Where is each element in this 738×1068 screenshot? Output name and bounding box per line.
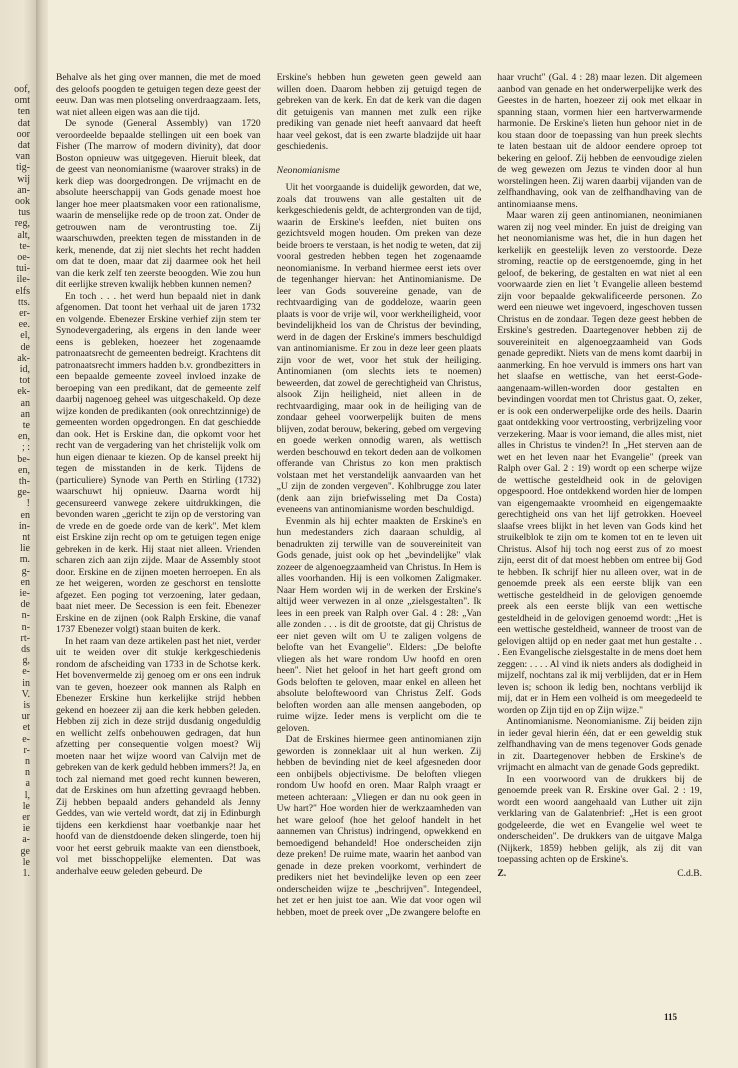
- facing-page-fragment: wij: [17, 173, 30, 185]
- facing-page-fragment: ak-: [17, 352, 30, 364]
- facing-page-fragment: en: [20, 576, 30, 588]
- facing-page-fragment: l,: [24, 789, 30, 801]
- facing-page-fragment: dat: [17, 140, 30, 151]
- facing-page-fragment: ge: [20, 845, 30, 857]
- column-1-paragraph: De synode (General Assembly) van 1720 veroordeelde bepaalde stellingen uit een boek van Fisher (The marrow of modern divinity), dat door Boston opnieuw was uitgegeven. Hieruit bleek, dat de geest van neonomianisme (waarover straks) in de kerk diep was doorgedrongen. De vrijmacht en de absolute heerschappij van Gods genade moest hoe langer hoe meer plaatsmaken voor een rationalisme, waarin de menselijke rede op de troon zat. Onder de getrouwen nam de verontrusting toe. Zij waarschuwden, preekten tegen de misstanden in de kerk, menende, dat zij niet slechts het recht hadden om dat te doen, maar dat zij daarmee ook het heil van die kerk zelf ten zeerste beoogden. Wie zou hun dit eerlijke streven kwalijk hebben kunnen nemen?: [56, 118, 261, 290]
- column-2-paragraph: Uit het voorgaande is duidelijk geworden, dat we, zoals dat trouwens van alle gestalten uit de kerkgeschiedenis geldt, de achtergronden van de tijd, waarin de Erskine's leefden, niet buiten ons gezichtsveld mogen houden. Om preken van deze beide broers te verstaan, is het nodig te weten, dat zij vooral gestreden hebben tegen het zogenaamde neonomianisme. In verband hiermee eerst iets over de tegenhanger hiervan: het Antinomianisme. De leer van Gods souvereine genade, van de rechtvaardiging van de goddeloze, waarin geen plaats is voor de vrije wil, voor werkheiligheid, voor bevindelijkheid los van de Christus der bevinding, werd in de dagen der Erskine's immers beschuldigd van antinomianisme. Er zou in deze leer geen plaats zijn voor de wet, voor het stuk der heiliging. Antinomianen (om slechts iets te noemen) beweerden, dat zowel de gerechtigheid van Christus, alsook Zijn heiligheid, niet alleen in de rechtvaardiging, maar ook in de heiliging van de zondaar geheel voorwerpelijk buiten de mens blijven, zodat berouw, bekering, gebed om vergeving en goede werken onnodig waren, als wettisch werden beschouwd en tekort deden aan de volkomen offerande van Christus zo kon men praktisch volstaan met het verstandelijk aanvaarden van het „U zijn de zonden vergeven". Kohlbrugge zou later (denk aan zijn briefwisseling met Da Costa) eveneens van antinomianisme worden beschuldigd.: [276, 182, 482, 515]
- facing-page-fragment: tus: [18, 207, 30, 219]
- facing-page-fragment: g-: [21, 565, 30, 577]
- facing-page-fragment: g,: [22, 655, 30, 667]
- facing-page-fragment: m.: [19, 554, 30, 566]
- facing-page-fragment: elfs: [15, 285, 30, 297]
- facing-page-fragment: a: [25, 778, 30, 790]
- facing-page-fragment: n-: [21, 610, 30, 622]
- facing-page-fragment: id,: [19, 364, 30, 375]
- facing-page-fragment: ek-: [17, 386, 30, 398]
- signature-row: [497, 868, 702, 880]
- column-2-paragraph: Evenmin als hij echter maakten de Erskine's en hun medestanders zich daaraan schuldig, al benadrukten zij terwille van de souvereiniteit van Gods genade, juist ook op het „bevindelijke" vlak zozeer de algenoegzaamheid van Christus. In Hem is alles voorhanden. Hij is een volkomen Zaligmaker. Naar Hem worden wij in de werken der Erskine's altijd weer verwezen in al onze „zielsgestalten". Ik lees in een preek van Ralph over Gal. 4 : 28: „Van alle zonden . . . is dit de grootste, dat gij Christus de eer niet geven wilt om U te zaligen volgens de belofte van het Evangelie". Elders: „De belofte vliegen als het ware rondom Uw hoofd en oren heen". Niet het geloof in het hart geeft grond om Gods beloften te geloven, maar enkel en alleen het absolute beloftewoord van Christus Zelf. Gods beloften worden aan alle mensen aangeboden, op ruime wijze. Ieder mens is verplicht om die te geloven.: [276, 515, 482, 734]
- facing-page-fragment: en: [20, 509, 30, 521]
- facing-page-fragment: en,: [18, 464, 30, 476]
- facing-page-fragment: ee.: [18, 319, 30, 331]
- facing-page-fragment: ile-: [16, 274, 30, 286]
- facing-page-fragment: ds: [21, 644, 30, 655]
- section-heading: Neonomianisme: [276, 164, 340, 176]
- facing-page-fragment: in: [22, 677, 30, 689]
- facing-page-fragment: omt: [14, 95, 30, 107]
- facing-page-fragment: rt-: [20, 632, 30, 644]
- page-number: 115: [664, 1012, 678, 1022]
- facing-page-fragment: lie: [20, 543, 30, 555]
- facing-page-fragment: en,: [18, 431, 30, 443]
- signature-mark: Z.: [497, 867, 507, 879]
- facing-page-fragment: e-: [22, 733, 30, 745]
- facing-page-fragment: le: [22, 856, 30, 868]
- facing-page-fragment: e-: [22, 666, 30, 678]
- facing-page-fragment: ge-: [17, 487, 30, 499]
- facing-page-fragment: le: [22, 800, 30, 812]
- facing-page-fragment: de: [20, 599, 30, 611]
- facing-page-fragment: a-: [22, 834, 30, 846]
- facing-page-fragment: ook: [15, 196, 30, 207]
- facing-page-fragment: oof,: [14, 84, 30, 95]
- facing-page-fragment: dat: [17, 117, 30, 129]
- facing-page-fragment: er: [22, 812, 30, 823]
- facing-page-fragment: in-: [18, 520, 30, 532]
- column-2-paragraph: Dat de Erskines hiermee geen antinomianen zijn geworden is zonneklaar uit al hun werken. Zij hebben de bevinding niet de keel afgesneden door een onbijbels objectivisme. De beloften vliegen rondom Uw hoofd en oren. Maar Ralph vraagt er meteen achteraan: „Vliegen er dan nu ook geen in Uw hart?" Hoe worden hier de werkzaamheden van het ware geloof (hoe het geloof handelt in het aannemen van Christus) indringend, opwekkend en bemoedigend behandeld! Hoe onderscheiden zijn deze preken! De ruime mate, waarin het aanbod van genade in deze preken voorkomt, verhindert de predikers niet het bevindelijke leven op een zeer onderscheiden wijze te „beschrijven". Integendeel, het zet er hen juist toe aan. Wie dat voor ogen wil hebben, moet de preek over „De zwangere belofte en: [276, 734, 482, 918]
- facing-page-fragment: 1.: [22, 868, 30, 879]
- facing-page-fragment: tui-: [16, 263, 30, 275]
- facing-page-fragment: reg,: [14, 218, 30, 230]
- facing-page-fragment: ie-: [19, 588, 30, 599]
- facing-page-edge: [0, 0, 38, 1068]
- facing-page-fragment: tot: [19, 375, 30, 387]
- facing-page-fragment: n: [25, 756, 30, 767]
- column-1: [56, 72, 261, 1004]
- facing-page-fragment: an-: [17, 184, 30, 196]
- facing-page-fragment: oor: [16, 128, 30, 140]
- column-2-paragraph: Erskine's hebben hun geweten geen geweld aan willen doen. Daarom hebben zij getuigd tegen de gebreken van de kerk. En dat de kerk van die dagen dit getuigenis van mannen met zulk een rijke prediking van genade niet heeft aanvaard dat heeft haar veel gekost, dat is een zwarte bladzijde uit haar geschiedenis.: [276, 72, 482, 152]
- facing-page-fragment: ten: [17, 106, 30, 118]
- facing-page-fragment: van: [15, 151, 30, 163]
- facing-page-fragment: be-: [17, 453, 30, 465]
- facing-page-fragment: te: [22, 420, 30, 431]
- facing-page-fragment: ur: [21, 711, 30, 723]
- column-3: [497, 72, 702, 1004]
- column-1-paragraph: In het raam van deze artikelen past het niet, verder uit te weiden over dit stukje kerkgeschiedenis rondom de afscheiding van 1733 in de Schotse kerk. Het bovenvermelde zij genoeg om er ons een indruk van te geven, hoezeer ook mannen als Ralph en Ebenezer Erskine hun kerkelijke strijd hebben gekend en hoezeer zij aan die kerk hebben geleden. Hebben zij zich in deze strijd dusdanig ongeduldig en wellicht zelfs onbehouwen gedragen, dat hun afzetting per consequentie volgen moest? Wij moeten naar het wijze woord van Calvijn met de gebreken van de kerk geduld hebben immers?! Ja, en toch zal niemand met goed recht kunnen beweren, dat de Erskines om hun afzetting gevraagd hebben. Zij hebben bepaald anders gehandeld als Jenny Geddes, van wie verteld wordt, dat zij in Edinburgh tijdens een kerkdienst haar voetbankje naar het hoofd van de dienstdoende deken slingerde, toen hij voor het eerst gebruik maakte van een dienstboek, vol met bisschoppelijke elementen. Dat was anderhalve eeuw geleden gebeurd. De: [56, 635, 261, 877]
- column-3-paragraph: haar vrucht" (Gal. 4 : 28) maar lezen. Dit algemeen aanbod van genade en het onderwerpelijke werk des Geestes in de harten, hoezeer zij ook met elkaar in spanning staan, vormen hier een hartverwarmende harmonie. De Erskine's lieten hun gehoor niet in de kou staan door de toepassing van hun preek slechts te laten bestaan uit de aldoor eendere oproep tot bekering en geloof. Zij hebben de eenvoudige zielen de weg gewezen om Jezus te vinden door al hun worstelingen heen. Zij waren daarbij vijanden van de zelfhandhaving, ook van de zelfhandhaving van de antinomiaanse mens.: [497, 72, 703, 210]
- facing-page-fragment: nt: [22, 532, 30, 543]
- facing-page-fragment: !: [26, 498, 30, 510]
- column-1-paragraph: Behalve als het ging over mannen, die met de moed des geloofs poogden te getuigen tegen deze geest der eeuw. Dan was men plotseling onverdraagzaam. Iets, wat niet alleen eigen was aan die tijd.: [56, 72, 261, 118]
- facing-page-fragment: th-: [18, 476, 30, 487]
- column-3-paragraph: In een voorwoord van de drukkers bij de genoemde preek van R. Erskine over Gal. 2 : 19, wordt een woord aangehaald van Luther uit zijn verklaring van de Galatenbrief: „Het is een groot godgeleerde, die wet en Evangelie wel weet te onderscheiden". De drukkers van de uitgave Malga (Nijkerk, 1859) hebben gelijk, als zij dit van toepassing achten op de Erskine's.: [497, 773, 703, 865]
- facing-page-fragment: r-: [23, 744, 30, 756]
- text-columns: [56, 72, 702, 1004]
- facing-page-fragment: er-: [19, 308, 30, 319]
- facing-page-fragment: n-: [21, 621, 30, 633]
- facing-page-fragment: tts.: [18, 296, 30, 308]
- facing-page-fragment: n: [25, 767, 30, 779]
- facing-page-fragment: alt,: [17, 229, 30, 241]
- facing-page-fragment: an: [20, 408, 30, 420]
- facing-page-fragment: V.: [21, 688, 30, 700]
- facing-page-fragment: ie: [22, 823, 30, 835]
- facing-page-fragment: el,: [20, 330, 30, 342]
- facing-page-fragment: te-: [19, 240, 30, 252]
- column-2: [277, 72, 482, 1004]
- facing-page-fragment: tig-: [16, 162, 30, 174]
- column-3-paragraph: Antinomianisme. Neonomianisme. Zij beiden zijn in ieder geval hierin één, dat er een geweldig stuk zelfhandhaving van de mens tegenover Gods genade in zit. Daartegenover hebben de Erskine's de vrijmacht en almacht van de genade Gods gepredikt.: [497, 716, 703, 773]
- column-3-paragraph: Maar waren zij geen antinomianen, neonimianen waren zij nog veel minder. En juist de dreiging van het neonomianisme was het, die in hun dagen het kerkelijk en geestelijk leven zo verstoorde. Deze stroming, reactie op de eerstgenoemde, ging in het geloof, de bekering, de gestalten en wat niet al een voorwaarde zien en liet 't Evangelie alleen bestemd zijn voor bepaalde gekwalificeerde personen. Zo werd een nieuwe wet ingevoerd, ingeschoven tussen Christus en de zondaar. Tegen deze geest hebben de Erskine's gestreden. Daartegenover hebben zij de souvereiniteit en algenoegzaamheid van Gods genade gepredikt. Niets van de mens komt daarbij in aanmerking. En hoe vervuld is immers ons hart van het slaafse en wettische, van het eerst-Gode-aangenaam-willen-worden door gestalten en bevindingen voordat men tot Christus gaat. O, zeker, er is ook een onderwerpelijke orde des heils. Daarin gaat ontdekking voor vertroosting, verbrijzeling voor verzekering. Maar is voor iemand, die alles mist, niet alles in Christus te vinden?! In „Het sterven aan de wet en het leven naar het Evangelie" (preek van Ralph over Gal. 2 : 19) wordt op een scherpe wijze de wettische gesteldheid ook in de gelovigen opgespoord. Hoe ontdekkend worden hier de lompen van eigengemaakte vroomheid en eigengemaakte gerechtigheid ons van het lijf getrokken. Hoeveel slaafse vrees blijkt in het leven van Gods kind het struikelblok te zijn om te komen tot en te leven uit Christus. Alsof hij toch nog eerst zus of zo moest zijn, eerst dit of dat moest hebben om entree bij God te hebben. Ik schrijf hier nu alleen over, wat in de genoemde preek als een eerste blijk van een wettische gesteldheid in de gelovigen genoemde preek als een eerste blijk van een wettische gesteldheid in de gelovigen genoemd wordt: „Het is een wettische gesteldheid, wanneer de troost van de gelovigen altijd op en neder gaat met hun gestalte . . . Een Evangelische zielsgestalte in de mens doet hem zeggen: . . . . Al vind ik niets anders als dodigheid in mijzelf, nochtans zal ik mij verblijden, dat er in Hem leven is; schoon ik ledig ben, nochtans verblijd ik mij, dat er in Hem een volheid is om meegedeeld te worden op Zijn tijd en op Zijn wijze.": [497, 210, 703, 716]
- facing-page-fragment: ; :: [21, 442, 30, 454]
- facing-page-fragment: oe-: [17, 252, 30, 263]
- facing-page-fragment: is: [23, 700, 30, 711]
- facing-page-fragment: et: [22, 722, 30, 734]
- page-gutter: [36, 0, 48, 1068]
- facing-page-fragment: de: [20, 341, 30, 353]
- facing-page-fragment: an: [20, 397, 30, 409]
- author-signature: C.d.B.: [677, 867, 703, 879]
- column-1-paragraph: En toch . . . het werd hun bepaald niet in dank afgenomen. Dat toont het verhaal uit de jaren 1732 en volgende. Ebenezer Erskine verhief zijn stem ter Synodevergadering, als ergens in den lande weer eens is gebleken, hoezeer het zogenaamde patronaatsrecht de gemeenten bedreigt. Krachtens dit patronaatsrecht immers hadden b.v. grondbezitters in een bepaalde gemeente zoveel invloed inzake de beroeping van een predikant, dat de gemeente zelf daarbij nagenoeg geheel was uitgeschakeld. Op deze wijze konden de predikanten (ook onrechtzinnige) de gemeenten worden opgedrongen. En dat geschiedde dan ook. Het is Erskine dan, die opkomt voor het recht van de vergadering van het christelijk volk om hun eigen dienaar te kiezen. Op de kansel preekt hij tegen de misstanden in de kerk. Tijdens de (particuliere) Synode van Perth en Stirling (1732) waarschuwt hij opnieuw. Daarna wordt hij gecensureerd vanwege zekere uitdrukkingen, die bevonden waren „gericht te zijn op de verstoring van de vrede en de goede orde van de kerk". Met klem eist Erskine zijn recht op om te getuigen tegen enige gebreken in de kerk. Hij staat niet alleen. Vrienden scharen zich aan zijn zijde. Maar de Assembly stoot door. Erskine en de zijnen moeten herroepen. En als ze het weigeren, worden ze geschorst en tenslotte afgezet. Een poging tot verzoening, later gedaan, baat niet meer. De Secession is een feit. Ebenezer Erskine en de zijnen (ook Ralph Erskine, die vanaf 1737 Ebenezer volgt) staan buiten de kerk.: [56, 290, 261, 635]
